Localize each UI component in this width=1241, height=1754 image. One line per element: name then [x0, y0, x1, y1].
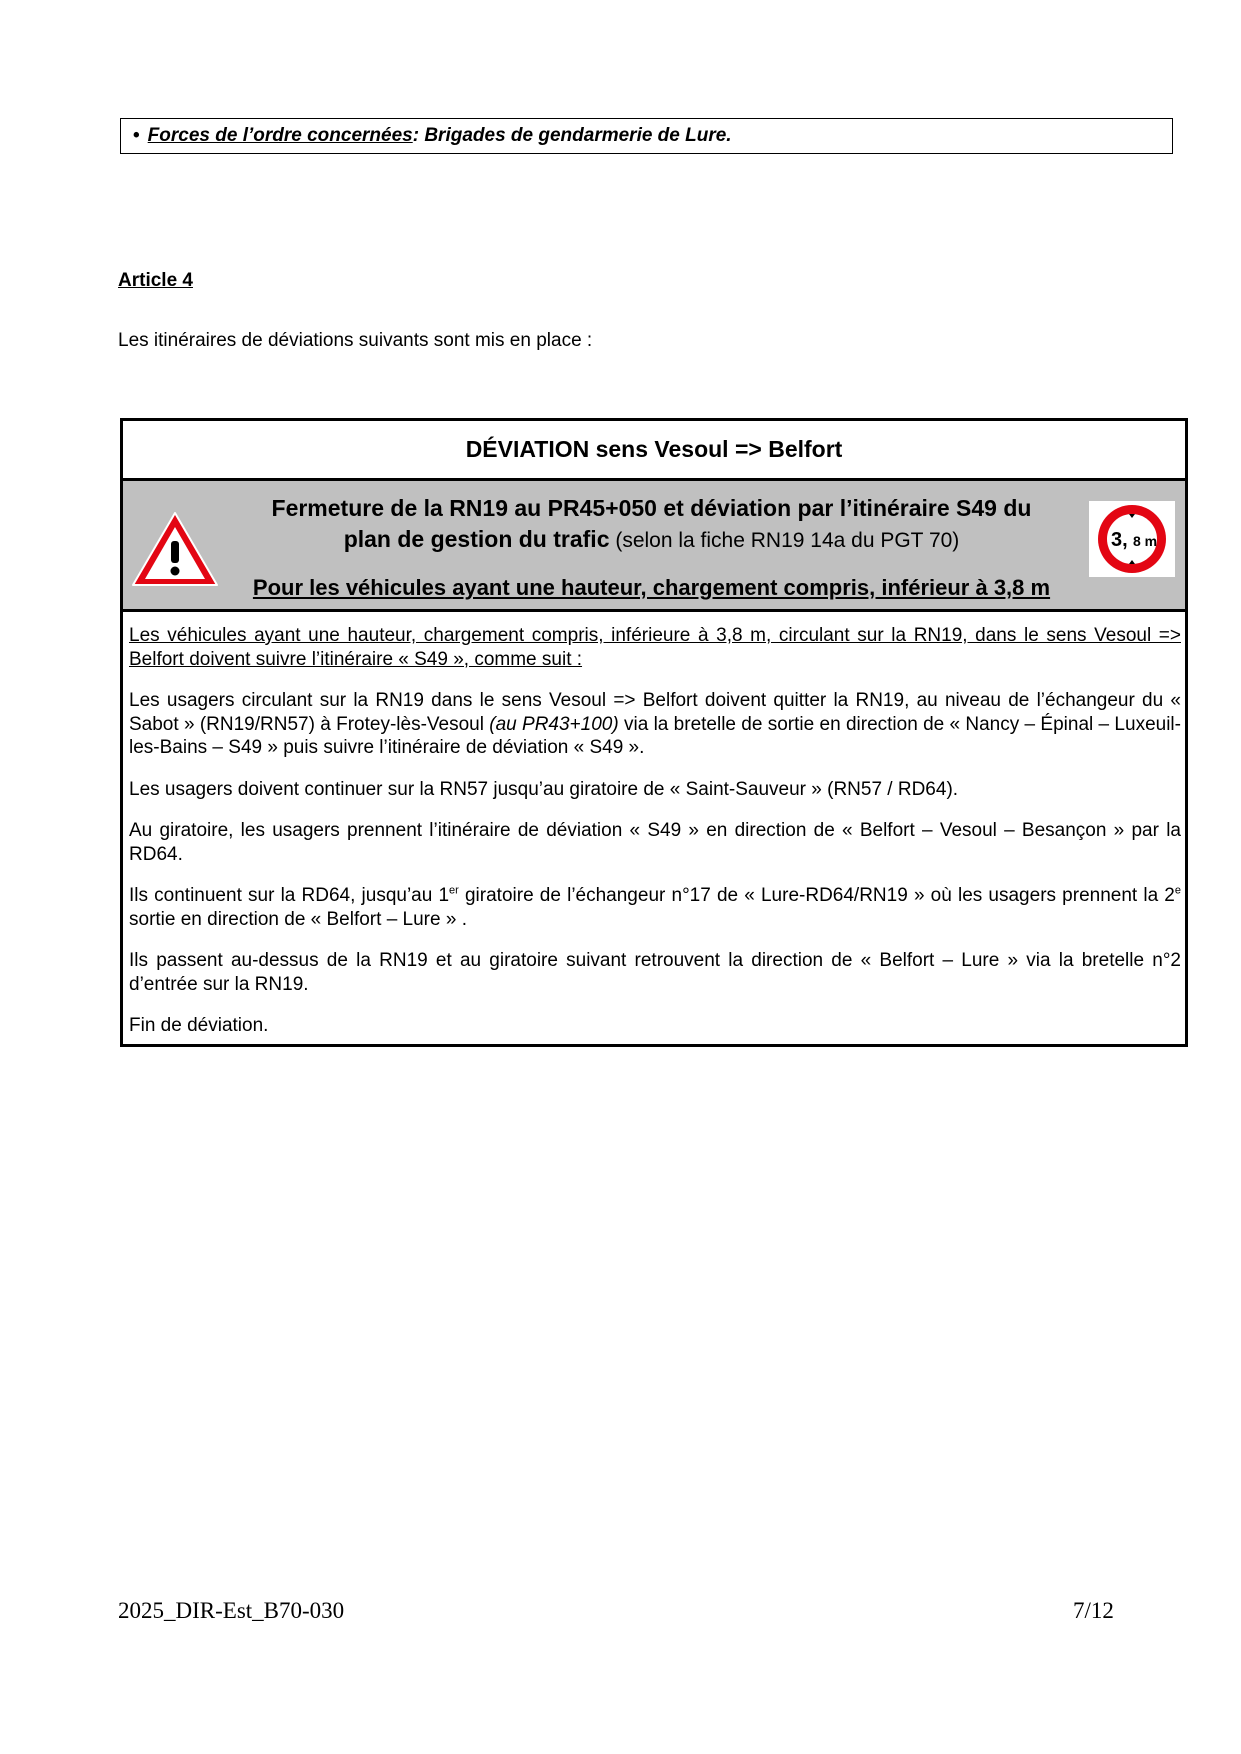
forces-box [120, 118, 1173, 154]
height-limit-sign-graphic [1092, 503, 1172, 575]
paragraph-5-part-a: Ils continuent sur la RD64, jusqu’au 1 [129, 885, 450, 906]
article-intro: Les itinéraires de déviations suivants sont mis en place : [118, 330, 593, 351]
banner-text [228, 493, 1075, 556]
paragraph-5 [129, 884, 1181, 931]
paragraph-6: Ils passent au-dessus de la RN19 et au giratoire suivant retrouvent la direction de « Belfort – Lure » via la bretelle n°2 d’entrée sur la RN19. [129, 950, 1181, 995]
height-sign-number: 3, [1111, 529, 1128, 551]
paragraph-2-part-a: Les usagers circulant sur la RN19 dans le sens Vesoul => Belfort doivent quitter la RN19, au niveau de l’échangeur du « Sabot » (RN19/RN57) à Frotey-lès-Vesoul [129, 690, 1181, 735]
banner-line-2-note: (selon la fiche RN19 14a du PGT 70) [609, 529, 960, 552]
banner-line-2-wrap [228, 524, 1075, 556]
warning-triangle-icon [129, 509, 221, 589]
footer-reference: 2025_DIR-Est_B70-030 [118, 1598, 345, 1623]
height-limit-sign-icon [1089, 501, 1175, 577]
paragraph-2-part-b: via la bretelle de sortie en direction de « Nancy – Épinal – Luxeuil-les-Bains – S49 » puis suivre l’itinéraire de déviation « S49 ». [129, 713, 1181, 758]
paragraph-2-italic: (au PR43+100) [489, 713, 619, 735]
bullet: • [133, 125, 140, 146]
paragraph-2 [129, 689, 1181, 760]
paragraph-7: Fin de déviation. [129, 1015, 269, 1036]
forces-value: : Brigades de gendarmerie de Lure. [412, 125, 732, 146]
paragraph-5-sup-2: e [1174, 884, 1181, 897]
banner-line-2: plan de gestion du trafic [343, 526, 610, 552]
paragraph-5-sup-1: er [449, 884, 459, 897]
deviation-body [123, 612, 1185, 1044]
footer-page-number: 7/12 [1073, 1598, 1114, 1623]
deviation-title: DÉVIATION sens Vesoul => Belfort [123, 421, 1185, 481]
forces-label: Forces de l’ordre concernées [147, 125, 413, 146]
paragraph-1: Les véhicules ayant une hauteur, chargement compris, inférieure à 3,8 m, circulant sur la RN19, dans le sens Vesoul => Belfort doivent suivre l’itinéraire « S49 », comme suit : [129, 625, 1181, 670]
paragraph-3: Les usagers doivent continuer sur la RN57 jusqu’au giratoire de « Saint-Sauveur » (RN57 / RD64). [129, 778, 959, 800]
banner-line-1: Fermeture de la RN19 au PR45+050 et déviation par l’itinéraire S49 du [271, 495, 1032, 521]
paragraph-4: Au giratoire, les usagers prennent l’itinéraire de déviation « S49 » en direction de « Belfort – Vesoul – Besançon » par la RD64. [129, 820, 1181, 865]
article-title: Article 4 [118, 270, 193, 291]
height-sign-unit: 8 m [1133, 533, 1158, 549]
banner-subtitle: Pour les véhicules ayant une hauteur, chargement compris, inférieur à 3,8 m [252, 575, 1051, 600]
deviation-banner [123, 481, 1185, 612]
paragraph-5-part-b: giratoire de l’échangeur n°17 de « Lure-RD64/RN19 » où les usagers prennent la 2 [458, 885, 1175, 906]
paragraph-5-part-c: sortie en direction de « Belfort – Lure » . [129, 908, 467, 930]
deviation-table [120, 418, 1188, 1047]
